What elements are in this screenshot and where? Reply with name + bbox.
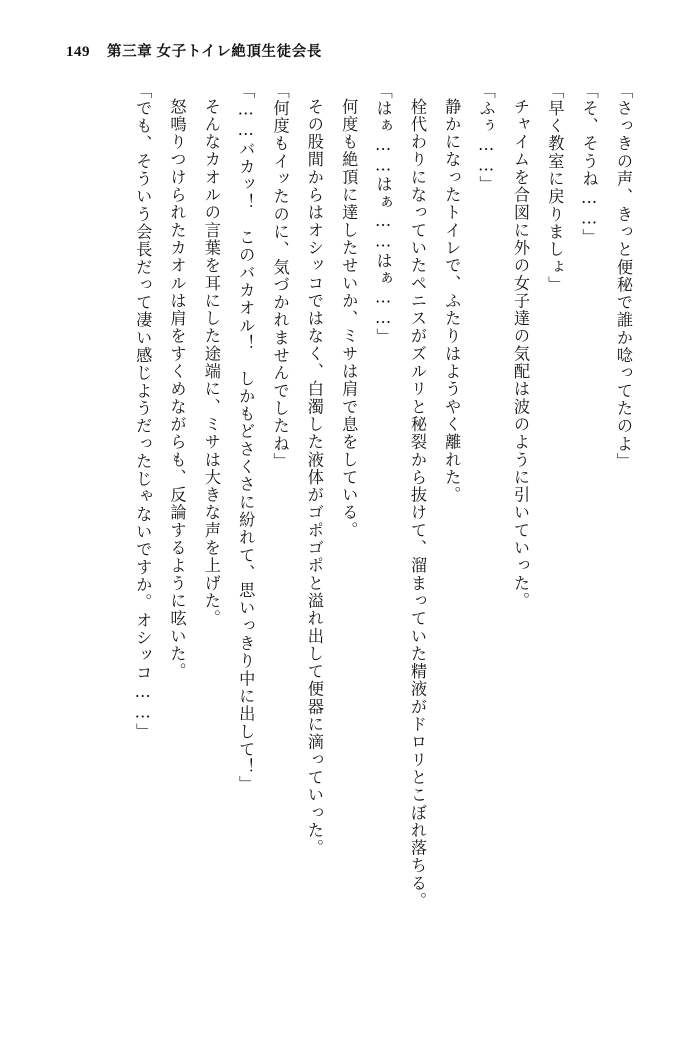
- chapter-title: 第三章 女子トイレ絶頂生徒会長: [107, 44, 322, 60]
- vertical-text-block: [125, 82, 640, 962]
- paragraph: 「早く教室に戻りましょ」: [545, 82, 565, 294]
- paragraph: 何度も絶頂に達したせいか、ミサは肩で息をしている。: [339, 98, 359, 540]
- page-number: 149: [66, 44, 90, 60]
- paragraph: 栓代わりになっていたペニスがズルリと秘裂から抜けて、溜まっていた精液がドロリとこぼれ落ちる。: [407, 98, 427, 911]
- paragraph: チャイムを合図に外の女子達の気配は波のように引いていった。: [510, 98, 530, 611]
- paragraph: 怒鳴りつけられたカオルは肩をすくめながらも、反論するように呟いた。: [167, 98, 187, 681]
- paragraph: そんなカオルの言葉を耳にした途端に、ミサは大きな声を上げた。: [201, 98, 221, 628]
- page-body: [60, 82, 640, 962]
- paragraph: 静かになったトイレで、ふたりはようやく離れた。: [442, 98, 462, 505]
- paragraph: 「でも、そういう会長だって凄い感じようだったじゃないですか。オシッコ……」: [133, 82, 153, 741]
- paragraph: その股間からはオシッコではなく、白濁した液体がゴポゴポと溢れ出して便器に滴っていった。: [304, 98, 324, 858]
- paragraph: 「……バカッ！ このバカオル！ しかもどさくさに紛れて、思いっきり中に出して！」: [236, 82, 256, 794]
- paragraph: 「何度もイッたのに、気づかれませんでしたね」: [270, 82, 290, 471]
- paragraph: 「はぁ……はぁ……はぁ……」: [373, 82, 393, 346]
- running-head: [0, 40, 700, 68]
- paragraph: 「ふぅ……」: [476, 82, 496, 194]
- paragraph: 「そ、そうね……」: [579, 82, 599, 247]
- paragraph: 「さっきの声、きっと便秘で誰か唸ってたのよ」: [614, 82, 633, 471]
